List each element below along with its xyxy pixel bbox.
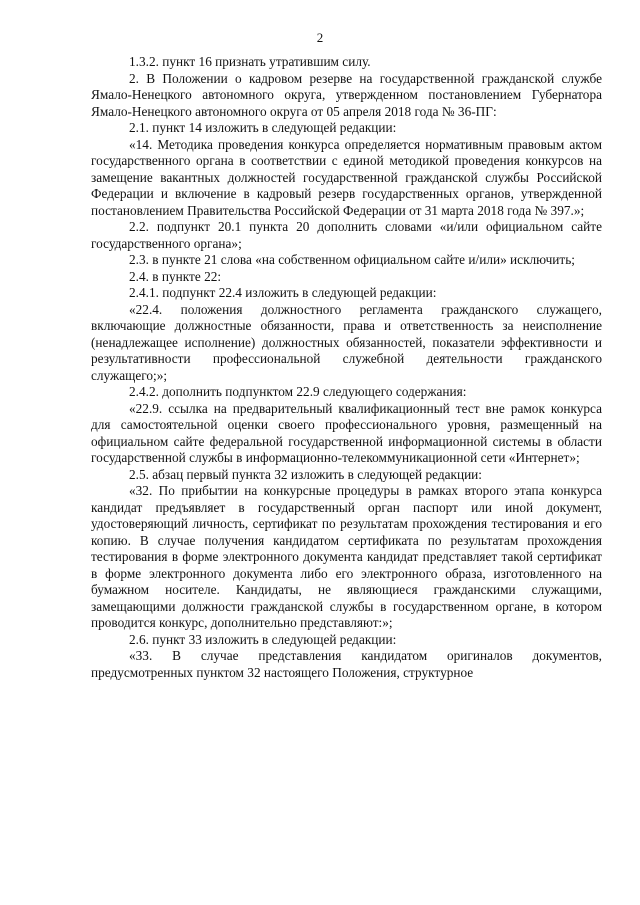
paragraph: 2.6. пункт 33 изложить в следующей редакции: <box>129 631 397 647</box>
paragraph: 2.2. подпункт 20.1 пункта 20 дополнить словами «и/или официальном сайте государственного органа»; <box>91 219 602 251</box>
paragraph: 2.3. в пункте 21 слова «на собственном официальном сайте и/или» исключить; <box>129 252 575 267</box>
paragraph: «32. По прибытии на конкурсные процедуры в рамках второго этапа конкурса кандидат предъявляет в государственный орган паспорт или иной документ, удостоверяющий личность, сертификат по результатам прохождения тестирования и его копию. В случае получения кандидатом сертификата по результатам прохождения тестирования в форме электронного документа кандидат представляет такой сертификат в форме электронного документа либо его электронного образа, изготовленного на бумажном носителе. Кандидаты, не являющиеся гражданскими служащими, замещающими должности гражданской службы в государственном органе, в котором проводится конкурс, дополнительно представляют:»; <box>91 483 602 630</box>
paragraph: 2. В Положении о кадровом резерве на государственной гражданской службе Ямало-Ненецкого автономного округа, утвержденном постановлением Губернатора Ямало-Ненецкого автономного округа от 05 апреля 2018 года № 36-ПГ: <box>91 70 602 119</box>
paragraph: «14. Методика проведения конкурса определяется нормативным правовым актом государственного органа в соответствии с единой методикой проведения конкурсов на замещение вакантных должностей государственной гражданской службы Российской Федерации и включение в кадровый резерв государственных органов, утвержденной постановлением Правительства Российской Федерации от 31 марта 2018 года № 397.»; <box>91 136 602 218</box>
paragraph: 2.4.2. дополнить подпунктом 22.9 следующего содержания: <box>129 384 467 399</box>
paragraph: 1.3.2. пункт 16 признать утратившим силу. <box>129 54 371 69</box>
paragraph: «33. В случае представления кандидатом оригиналов документов, предусмотренных пунктом 32 настоящего Положения, структурное <box>91 648 602 680</box>
paragraph: «22.9. ссылка на предварительный квалификационный тест вне рамок конкурса для самостоятельной оценки своего профессионального уровня, размещенный на официальном сайте федеральной государственной информационной системы в области государственной службы в информационно-телекоммуникационной сети «Интернет»; <box>91 400 602 465</box>
document-body <box>91 54 602 681</box>
paragraph: 2.5. абзац первый пункта 32 изложить в следующей редакции: <box>129 466 482 482</box>
paragraph: «22.4. положения должностного регламента гражданского служащего, включающие должностные обязанности, права и ответственность за неисполнение (ненадлежащее исполнение) должностных обязанностей, показатели эффективности и результативности профессиональной служебной деятельности гражданского служащего;»; <box>91 301 602 383</box>
paragraph: 2.1. пункт 14 изложить в следующей редакции: <box>129 120 397 135</box>
paragraph: 2.4.1. подпункт 22.4 изложить в следующей редакции: <box>129 285 437 300</box>
page-number: 2 <box>316 30 324 45</box>
paragraph: 2.4. в пункте 22: <box>129 268 222 284</box>
